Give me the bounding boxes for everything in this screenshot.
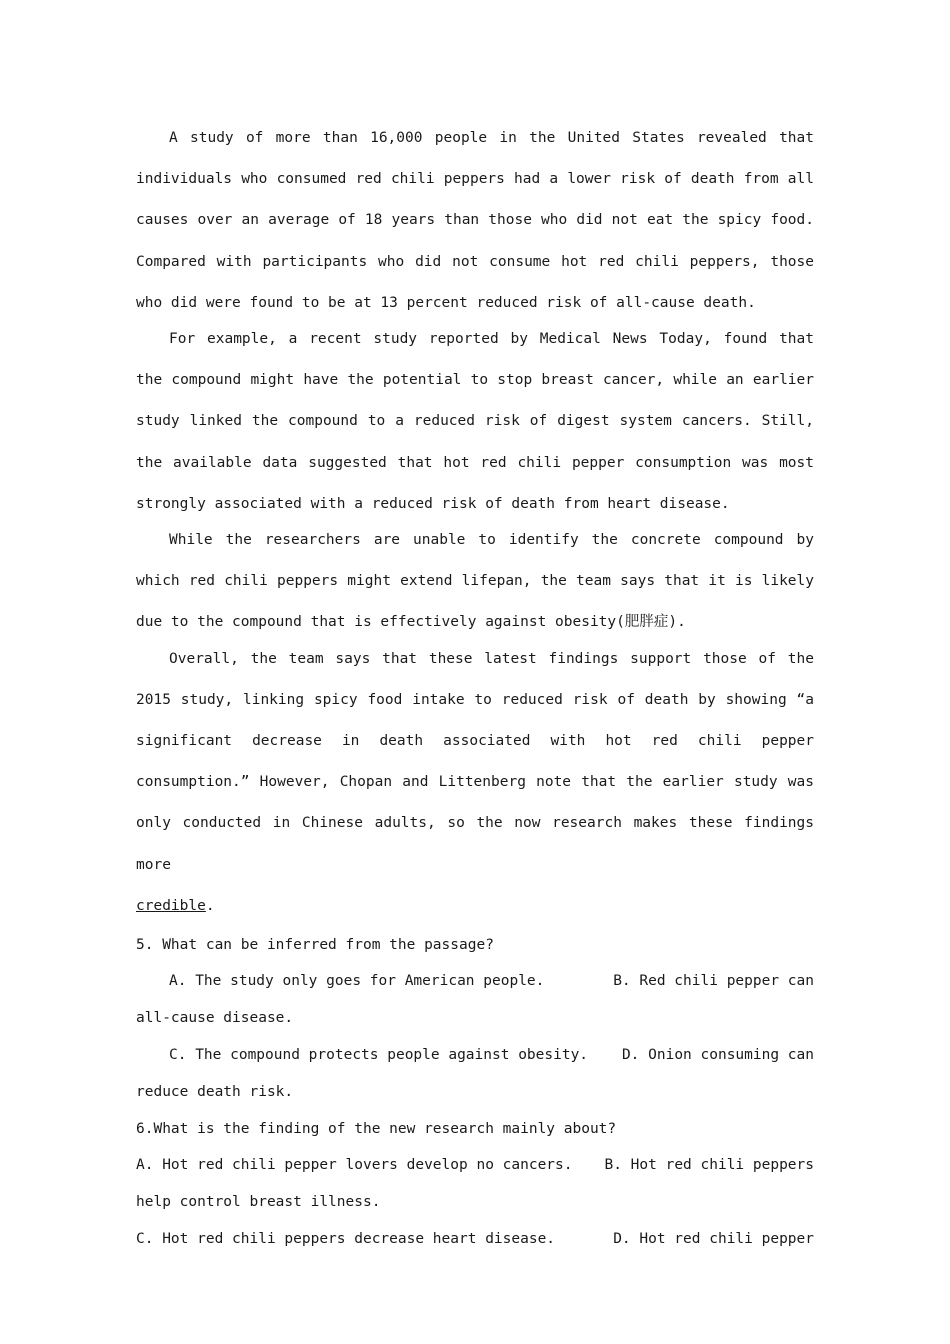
question-5-options-cd bbox=[136, 1037, 814, 1073]
question-6-options-ab bbox=[136, 1147, 814, 1183]
document-page bbox=[136, 118, 814, 1257]
question-5-option-d-continued: reduce death risk. bbox=[136, 1084, 294, 1101]
paragraph-4-end: . bbox=[205, 897, 215, 914]
question-6-option-b: B. Hot red chili peppers bbox=[604, 1157, 814, 1174]
question-5-option-b: B. Red chili pepper can bbox=[613, 973, 814, 990]
passage-paragraph-2: For example, a recent study reported by Medical News Today, found that the compound might have the potential to stop breast cancer, while an earlier study linked the compound to a reduced risk of digest system cancers. Still, the available data suggested that hot red chili pepper consumption was most strongly associated with a reduced risk of death from heart disease. bbox=[136, 331, 814, 512]
question-6-option-c: C. Hot red chili peppers decrease heart disease. bbox=[136, 1231, 556, 1248]
question-5-stem: 5. What can be inferred from the passage? bbox=[136, 937, 494, 954]
question-5-option-d: D. Onion consuming can bbox=[621, 1047, 814, 1064]
passage-paragraph-1: A study of more than 16,000 people in the United States revealed that individuals who consumed red chili peppers had a lower risk of death from all causes over an average of 18 years than those who did not eat the spicy food. Compared with participants who did not consume hot red chili peppers, those who did were found to be at 13 percent reduced risk of all-cause death. bbox=[136, 130, 814, 311]
question-6-option-d: D. Hot red chili pepper bbox=[613, 1231, 814, 1248]
question-6-option-a: A. Hot red chili pepper lovers develop no cancers. bbox=[136, 1157, 573, 1174]
question-5-option-c: C. The compound protects people against obesity. bbox=[169, 1047, 589, 1064]
question-6-options-cd bbox=[136, 1221, 814, 1257]
question-5-options-ab bbox=[136, 963, 814, 999]
underlined-word-credible: credible bbox=[136, 897, 206, 914]
question-5-option-a: A. The study only goes for American people. bbox=[169, 973, 545, 990]
passage-paragraph-3: While the researchers are unable to identify the concrete compound by which red chili peppers might extend lifepan, the team says that it is likely due to the compound that is effectively against obesity(肥胖症). bbox=[136, 532, 814, 631]
question-6-stem: 6.What is the finding of the new research mainly about? bbox=[136, 1121, 617, 1138]
question-5-option-b-continued: all-cause disease. bbox=[136, 1010, 294, 1027]
paragraph-4-text: Overall, the team says that these latest findings support those of the 2015 study, linking spicy food intake to reduced risk of death by showing “a significant decrease in death associated with hot red chili pepper consumption.” However, Chopan and Littenberg note that the earlier study was only conducted in Chinese adults, so the now research makes these findings more bbox=[136, 650, 814, 873]
question-6-option-b-continued: help control breast illness. bbox=[136, 1194, 381, 1211]
passage-paragraph-4 bbox=[136, 639, 814, 927]
